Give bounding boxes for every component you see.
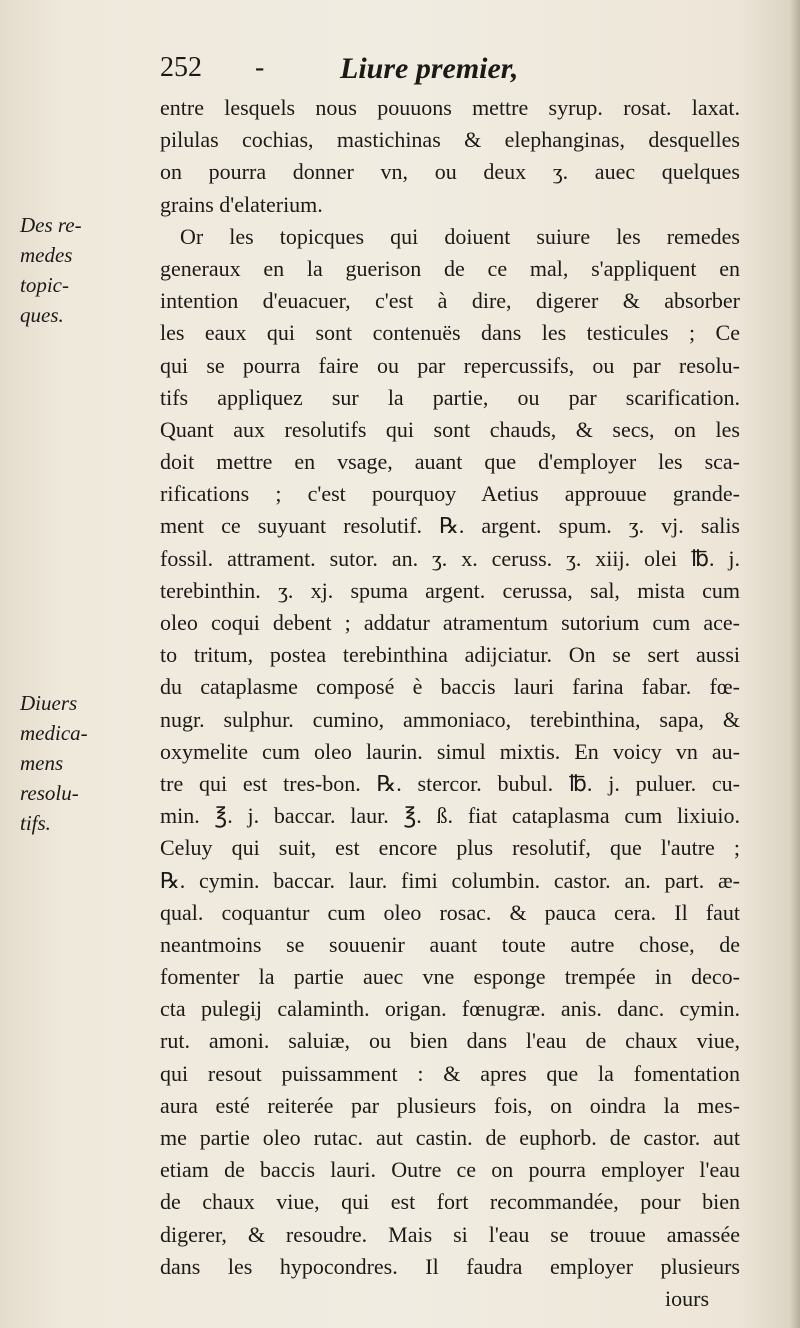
text-line: du cataplasme composé è baccis lauri farina fabar. fœ- xyxy=(160,674,740,700)
marginal-line: Diuers xyxy=(20,691,78,715)
marginal-line: resolu- xyxy=(20,781,79,805)
text-line: min. ℥. j. baccar. laur. ℥. ß. fiat cataplasma cum lixiuio. xyxy=(160,803,740,829)
text-line: tifs appliquez sur la partie, ou par scarification. xyxy=(160,384,740,410)
text-line: digerer, & resoudre. Mais si l'eau se trouue amassée xyxy=(160,1221,740,1247)
text-line: terebinthin. ʒ. xj. spuma argent. cerussa, sal, mista cum xyxy=(160,577,740,603)
text-line: cta pulegij calaminth. origan. fœnugræ. anis. danc. cymin. xyxy=(160,996,740,1022)
marginal-line: medica- xyxy=(20,721,88,745)
catchword: iours xyxy=(665,1286,709,1311)
body-text xyxy=(160,92,740,1283)
marginal-line: topic- xyxy=(20,273,69,297)
header-dash: - xyxy=(255,52,265,83)
text-line: de chaux viue, qui est fort recommandée, pour bien xyxy=(160,1189,740,1215)
page-edge-shadow xyxy=(790,0,800,1328)
text-line: to tritum, postea terebinthina adijciatur. On se sert aussi xyxy=(160,642,740,668)
marginal-note-diuers-medicamens xyxy=(20,688,150,838)
text-line: Celuy qui suit, est encore plus resolutif, que l'autre ; xyxy=(160,835,740,861)
text-line: intention d'euacuer, c'est à dire, digerer & absorber xyxy=(160,288,740,314)
marginal-line: tifs. xyxy=(20,811,51,835)
text-line: qui se pourra faire ou par repercussifs, ou par resolu- xyxy=(160,352,740,378)
text-line: rut. amoni. saluiæ, ou bien dans l'eau de chaux viue, xyxy=(160,1028,740,1054)
text-line: oxymelite cum oleo laurin. simul mixtis. En voicy vn au- xyxy=(160,738,740,764)
marginal-line: medes xyxy=(20,243,73,267)
marginal-note-remedes-topicques xyxy=(20,210,150,330)
text-line: les eaux qui sont contenuës dans les testicules ; Ce xyxy=(160,320,740,346)
text-line: qui resout puissamment : & apres que la fomentation xyxy=(160,1060,740,1086)
page-number: 252 xyxy=(160,52,202,83)
text-line: entre lesquels nous pouuons mettre syrup. rosat. laxat. xyxy=(160,95,740,120)
text-line: oleo coqui debent ; addatur atramentum sutorium cum ace- xyxy=(160,610,740,635)
text-line: on pourra donner vn, ou deux ʒ. auec quelques xyxy=(160,159,740,185)
text-line: aura esté reiterée par plusieurs fois, on oindra la mes- xyxy=(160,1092,740,1118)
text-line: tre qui est tres-bon. ℞. stercor. bubul. ℔. j. puluer. cu- xyxy=(160,770,740,796)
text-line: pilulas cochias, mastichinas & elephanginas, desquelles xyxy=(160,127,740,153)
text-line: neantmoins se souuenir auant toute autre chose, de xyxy=(160,931,740,957)
marginal-line: Des re- xyxy=(20,213,82,237)
text-line: qual. coquantur cum oleo rosac. & pauca cera. Il faut xyxy=(160,899,740,925)
text-line: doit mettre en vsage, auant que d'employer les sca- xyxy=(160,449,740,475)
text-line: dans les hypocondres. Il faudra employer plusieurs xyxy=(160,1253,740,1279)
text-line: ment ce suyuant resolutif. ℞. argent. spum. ʒ. vj. salis xyxy=(160,513,740,539)
text-line: Or les topicques qui doiuent suiure les remedes xyxy=(180,223,740,249)
page-header xyxy=(160,52,780,92)
text-line: me partie oleo rutac. aut castin. de euphorb. de castor. aut xyxy=(160,1125,740,1150)
running-title: Liure premier, xyxy=(340,52,519,85)
text-line: generaux en la guerison de ce mal, s'appliquent en xyxy=(160,255,740,281)
text-line: nugr. sulphur. cumino, ammoniaco, terebinthina, sapa, & xyxy=(160,706,740,732)
text-line: rifications ; c'est pourquoy Aetius approuue grande- xyxy=(160,481,740,507)
marginal-line: ques. xyxy=(20,303,64,327)
text-line: fomenter la partie auec vne esponge trempée in deco- xyxy=(160,964,740,990)
text-line: grains d'elaterium. xyxy=(160,191,323,217)
marginal-line: mens xyxy=(20,751,64,775)
text-line: Quant aux resolutifs qui sont chauds, & secs, on les xyxy=(160,416,740,442)
text-line: etiam de baccis lauri. Outre ce on pourra employer l'eau xyxy=(160,1157,740,1183)
text-line: ℞. cymin. baccar. laur. fimi columbin. castor. an. part. æ- xyxy=(160,867,740,893)
text-line: fossil. attrament. sutor. an. ʒ. x. ceruss. ʒ. xiij. olei ℔. j. xyxy=(160,545,740,571)
